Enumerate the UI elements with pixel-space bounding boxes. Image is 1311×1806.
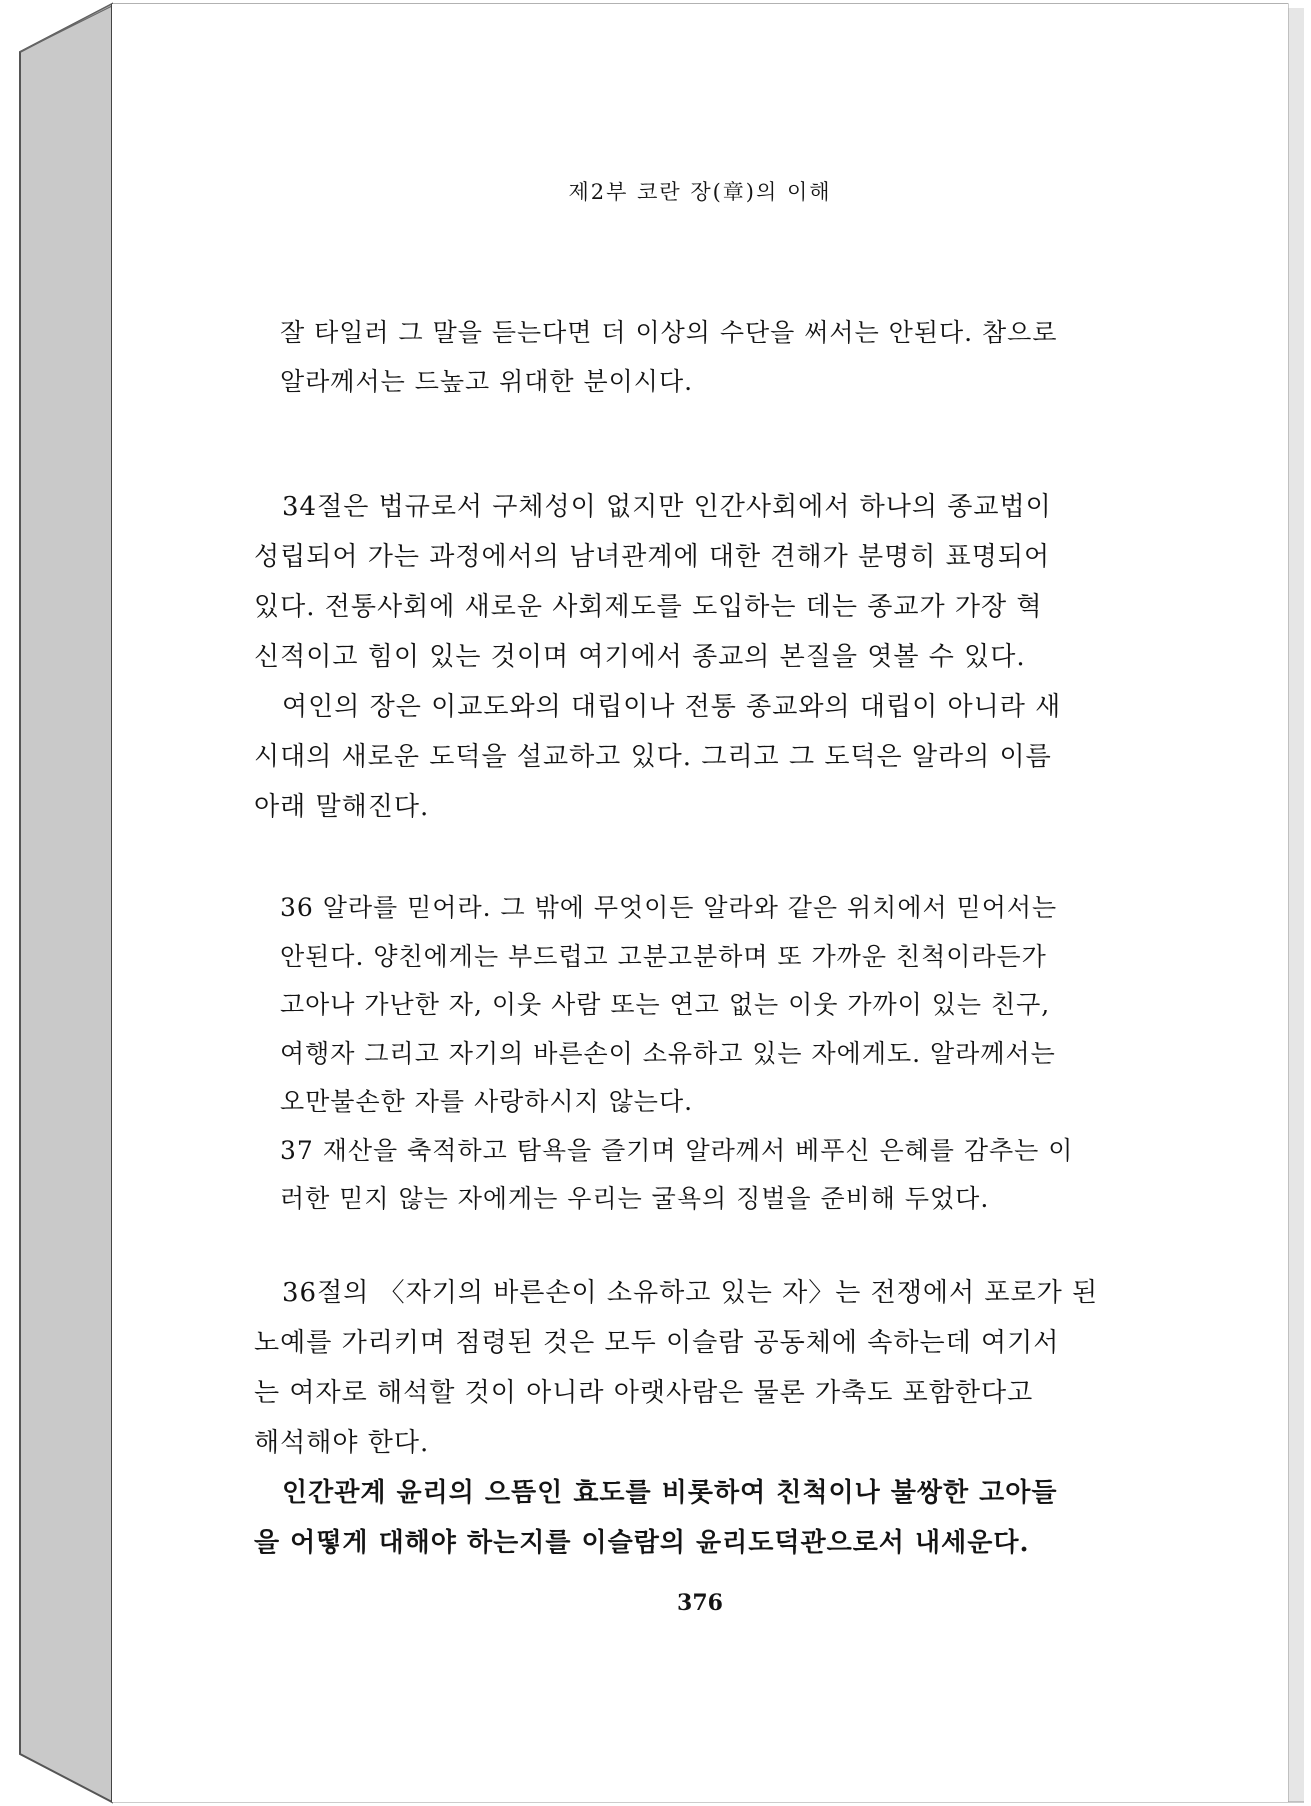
commentary-paragraph (254, 482, 1230, 832)
text-line: 노예를 가리키며 점령된 것은 모두 이슬람 공동체에 속하는데 여기서 (254, 1328, 1060, 1358)
text-line: 해석해야 한다. (254, 1428, 430, 1458)
quran-quote-block (280, 884, 1206, 1224)
text-line: 러한 믿지 않는 자에게는 우리는 굴욕의 징벌을 준비해 두었다. (280, 1184, 990, 1213)
text-line: 안된다. 양친에게는 부드럽고 고분고분하며 또 가까운 친척이라든가 (280, 941, 1047, 971)
text-line: 알라께서는 드높고 위대한 분이시다. (280, 366, 694, 396)
text-line: 성립되어 가는 과정에서의 남녀관계에 대한 견해가 분명히 표명되어 (254, 542, 1051, 572)
text-line: 있다. 전통사회에 새로운 사회제도를 도입하는 데는 종교가 가장 혁 (254, 592, 1043, 622)
text-line: 오만불손한 자를 사랑하시지 않는다. (280, 1087, 694, 1116)
quran-quote-block (280, 309, 1206, 406)
text-line: 을 어떻게 대해야 하는지를 이슬람의 윤리도덕관으로서 내세운다. (254, 1528, 1030, 1558)
commentary-paragraph (254, 1268, 1230, 1568)
text-line: 잘 타일러 그 말을 듣는다면 더 이상의 수단을 써서는 안된다. 참으로 (280, 318, 1058, 347)
text-line: 여인의 장은 이교도와의 대립이나 전통 종교와의 대립이 아니라 새 (282, 692, 1062, 722)
text-line: 고아나 가난한 자, 이웃 사람 또는 연고 없는 이웃 가까이 있는 친구, (280, 990, 1051, 1019)
running-header: 제2부 코란 장(章)의 이해 (568, 180, 832, 204)
text-line: 37 재산을 축적하고 탐욕을 즐기며 알라께서 베푸신 은혜를 감추는 이 (280, 1135, 1074, 1165)
text-line: 아래 말해진다. (254, 792, 430, 822)
text-line: 인간관계 윤리의 으뜸인 효도를 비롯하여 친척이나 불쌍한 고아들 (282, 1478, 1058, 1508)
text-line: 36절의 〈자기의 바른손이 소유하고 있는 자〉는 전쟁에서 포로가 된 (282, 1278, 1099, 1308)
page-number: 376 (677, 1590, 723, 1616)
text-line: 시대의 새로운 도덕을 설교하고 있다. 그리고 그 도덕은 알라의 이름 (254, 742, 1052, 772)
text-line: 34절은 법규로서 구체성이 없지만 인간사회에서 하나의 종교법이 (282, 492, 1052, 522)
text-line: 여행자 그리고 자기의 바른손이 소유하고 있는 자에게도. 알라께서는 (280, 1038, 1056, 1068)
text-line: 신적이고 힘이 있는 것이며 여기에서 종교의 본질을 엿볼 수 있다. (254, 642, 1026, 672)
text-line: 36 알라를 믿어라. 그 밖에 무엇이든 알라와 같은 위치에서 믿어서는 (280, 893, 1058, 922)
text-line: 는 여자로 해석할 것이 아니라 아랫사람은 물론 가축도 포함한다고 (254, 1378, 1034, 1408)
book-page (112, 4, 1288, 1802)
